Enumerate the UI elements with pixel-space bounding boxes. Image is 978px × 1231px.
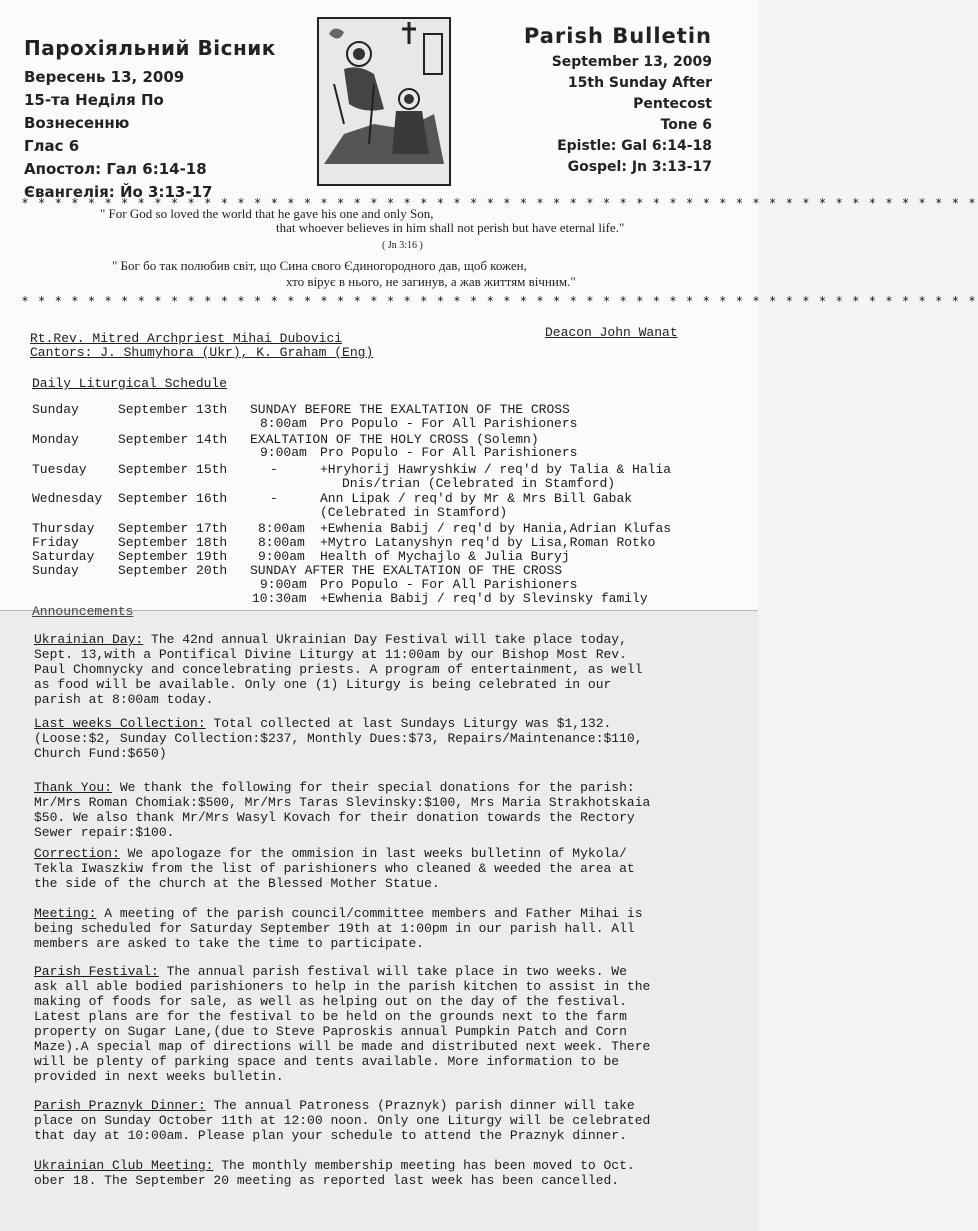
announcement-heading: Ukrainian Club Meeting: [34,1158,214,1173]
schedule-feast: EXALTATION OF THE HOLY CROSS (Solemn) [250,432,539,447]
schedule-description: +Ewhenia Babij / req'd by Hania,Adrian Klufas [320,521,672,536]
english-epistle: Epistle: Gal 6:14-18 [557,138,712,154]
schedule-time: 8:00am [260,416,307,431]
quote-ukrainian-line1: " Бог бо так полюбив світ, що Сина свого Єдиногородного дав, щоб кожен, [112,258,527,273]
english-sunday-cont: Pentecost [633,96,712,112]
schedule-time: 10:30am [252,591,307,606]
english-date: September 13, 2009 [551,54,712,70]
header-ukrainian [24,36,276,204]
schedule-description: Pro Populo - For All Parishioners [320,577,578,592]
schedule-description: Pro Populo - For All Parishioners [320,416,578,431]
priest-name: Rt.Rev. Mitred Archpriest Mihai Dubovici [30,331,343,346]
cantors: Cantors: J. Shumyhora (Ukr), K. Graham (Eng) [30,345,374,360]
schedule-description: +Ewhenia Babij / req'd by Slevinsky family [320,591,648,606]
deacon-name: Deacon John Wanat [545,325,678,340]
ukrainian-tone: Глас 6 [24,137,80,155]
announcement-body: The monthly membership meeting has been moved to Oct. ober 18. The September 20 meeting as reported last week has been cancelled. [34,1158,635,1188]
religious-icon-image [314,14,454,189]
announcement-body: The 42nd annual Ukrainian Day Festival will take place today, Sept. 13,with a Pontifical Divine Liturgy at 11:00am by our Bishop Most Rev. Paul Chomnycky and concelebrating priests. A program of entertainment, as well as food will be available. Only one (1) Liturgy is being celebrated in our parish at 8:00am today. [34,632,643,707]
schedule-day: Thursday [32,521,95,536]
english-title: Parish Bulletin [523,24,712,48]
schedule-title: Daily Liturgical Schedule [32,376,228,391]
schedule-day: Sunday [32,563,79,578]
announcement-heading: Last weeks Collection: [34,716,206,731]
ukrainian-title: Парохіяльний Вісник [24,36,276,60]
schedule-time: 8:00am [258,521,305,536]
english-tone: Tone 6 [660,117,712,133]
quote-english-line1: " For God so loved the world that he gave his one and only Son, [100,206,434,221]
schedule-time: 9:00am [260,577,307,592]
announcement-body: The annual Patroness (Praznyk) parish dinner will take place on Sunday October 11th at 12:00 noon. Only one Liturgy will be celebrated that day at 10:00am. Please plan your schedule to attend the Praznyk dinner. [34,1098,651,1143]
schedule-time: 9:00am [258,549,305,564]
schedule-date: September 16th [118,491,228,506]
announcement-item [34,632,734,707]
schedule-description: Ann Lipak / req'd by Mr & Mrs Bill Gabak [320,491,633,506]
schedule-time: - [270,462,278,477]
announcements-title: Announcements [32,604,134,619]
schedule-day: Wednesday [32,491,103,506]
quote-reference: ( Jn 3:16 ) [382,240,423,251]
schedule-time: 9:00am [260,445,307,460]
schedule-date: September 13th [118,402,228,417]
schedule-date: September 19th [118,549,228,564]
announcement-item [34,716,734,761]
announcement-heading: Meeting: [34,906,97,921]
schedule-time: 8:00am [258,535,305,550]
schedule-date: September 20th [118,563,228,578]
announcement-heading: Parish Praznyk Dinner: [34,1098,206,1113]
announcement-body: We apologaze for the ommision in last weeks bulletinn of Mykola/ Tekla Iwaszkiw from the list of parishioners who cleaned & weeded the area at the side of the church at the Blessed Mother Statue. [34,846,635,891]
announcement-item [34,780,734,840]
schedule-day: Sunday [32,402,79,417]
announcement-item [34,964,734,1084]
schedule-day: Friday [32,535,79,550]
schedule-day: Monday [32,432,79,447]
star-divider-bottom: * * * * * * * * * * * * * * * * * * * * * * * * * * * * * * * * * * * * * * * * * * * * * * * * * * * * * * * * * * [22,294,978,308]
schedule-date: September 17th [118,521,228,536]
announcement-item [34,906,734,951]
schedule-date: September 15th [118,462,228,477]
announcement-body: Total collected at last Sundays Liturgy was $1,132. (Loose:$2, Sunday Collection:$237, Monthly Dues:$73, Repairs/Maintenance:$110, Church Fund:$650) [34,716,643,761]
schedule-description: Health of Mychajlo & Julia Buryj [320,549,570,564]
schedule-description: +Mytro Latanyshyn req'd by Lisa,Roman Rotko [320,535,656,550]
ukrainian-epistle: Апостол: Гал 6:14-18 [24,160,207,178]
english-sunday: 15th Sunday After [567,75,712,91]
ukrainian-sunday-cont: Вознесенню [24,114,130,132]
schedule-time: - [270,491,278,506]
announcement-heading: Thank You: [34,780,113,795]
announcement-item [34,1158,734,1188]
top-sheet [0,0,978,615]
schedule-feast: SUNDAY BEFORE THE EXALTATION OF THE CROSS [250,402,570,417]
ukrainian-gospel: Євангелія: Йо 3:13-17 [24,183,213,201]
schedule-date: September 18th [118,535,228,550]
ukrainian-date: Вересень 13, 2009 [24,68,185,86]
schedule-feast: SUNDAY AFTER THE EXALTATION OF THE CROSS [250,563,563,578]
announcement-heading: Parish Festival: [34,964,159,979]
schedule-description: (Celebrated in Stamford) [320,505,508,520]
ukrainian-sunday: 15-та Неділя По [24,91,164,109]
announcement-item [34,846,734,891]
header-english [524,24,712,178]
quote-ukrainian-line2: хто вірує в нього, не загинув, а жав життям вічним." [286,274,576,289]
announcement-body: We thank the following for their special donations for the parish: Mr/Mrs Roman Chomiak:$500, Mr/Mrs Taras Slevinsky:$100, Mrs Maria Strakhotskaia $50. We also thank Mr/Mrs Wasyl Kovach for their donation towards the Rectory Sewer repair:$100. [34,780,651,840]
announcement-heading: Ukrainian Day: [34,632,144,647]
english-gospel: Gospel: Jn 3:13-17 [567,159,712,175]
schedule-day: Tuesday [32,462,87,477]
quote-english-line2: that whoever believes in him shall not perish but have eternal life." [276,220,625,235]
announcement-body: A meeting of the parish council/committee members and Father Mihai is being scheduled for Saturday September 19th at 1:00pm in our parish hall. All members are asked to take the time to participate. [34,906,643,951]
schedule-description: +Hryhorij Hawryshkiw / req'd by Talia & Halia [320,462,672,477]
schedule-description: Pro Populo - For All Parishioners [320,445,578,460]
star-divider-top: * * * * * * * * * * * * * * * * * * * * * * * * * * * * * * * * * * * * * * * * * * * * * * * * * * * * * * * * * * [22,196,978,210]
schedule-description: Dnis/trian (Celebrated in Stamford) [342,476,616,491]
announcement-item [34,1098,734,1143]
announcement-heading: Correction: [34,846,120,861]
schedule-date: September 14th [118,432,228,447]
schedule-day: Saturday [32,549,95,564]
announcement-body: The annual parish festival will take place in two weeks. We ask all able bodied parishioners to help in the parish kitchen to assist in the making of foods for sale, as well as helping out on the day of the festival. Latest plans are for the festival to be held on the grounds next to the farm property on Sugar Lane,(due to Steve Paproskis annual Pumpkin Patch and Corn Maze).A special map of directions will be made and distributed next week. There will be plenty of parking space and tents available. More information to be provided in next weeks bulletin. [34,964,651,1084]
